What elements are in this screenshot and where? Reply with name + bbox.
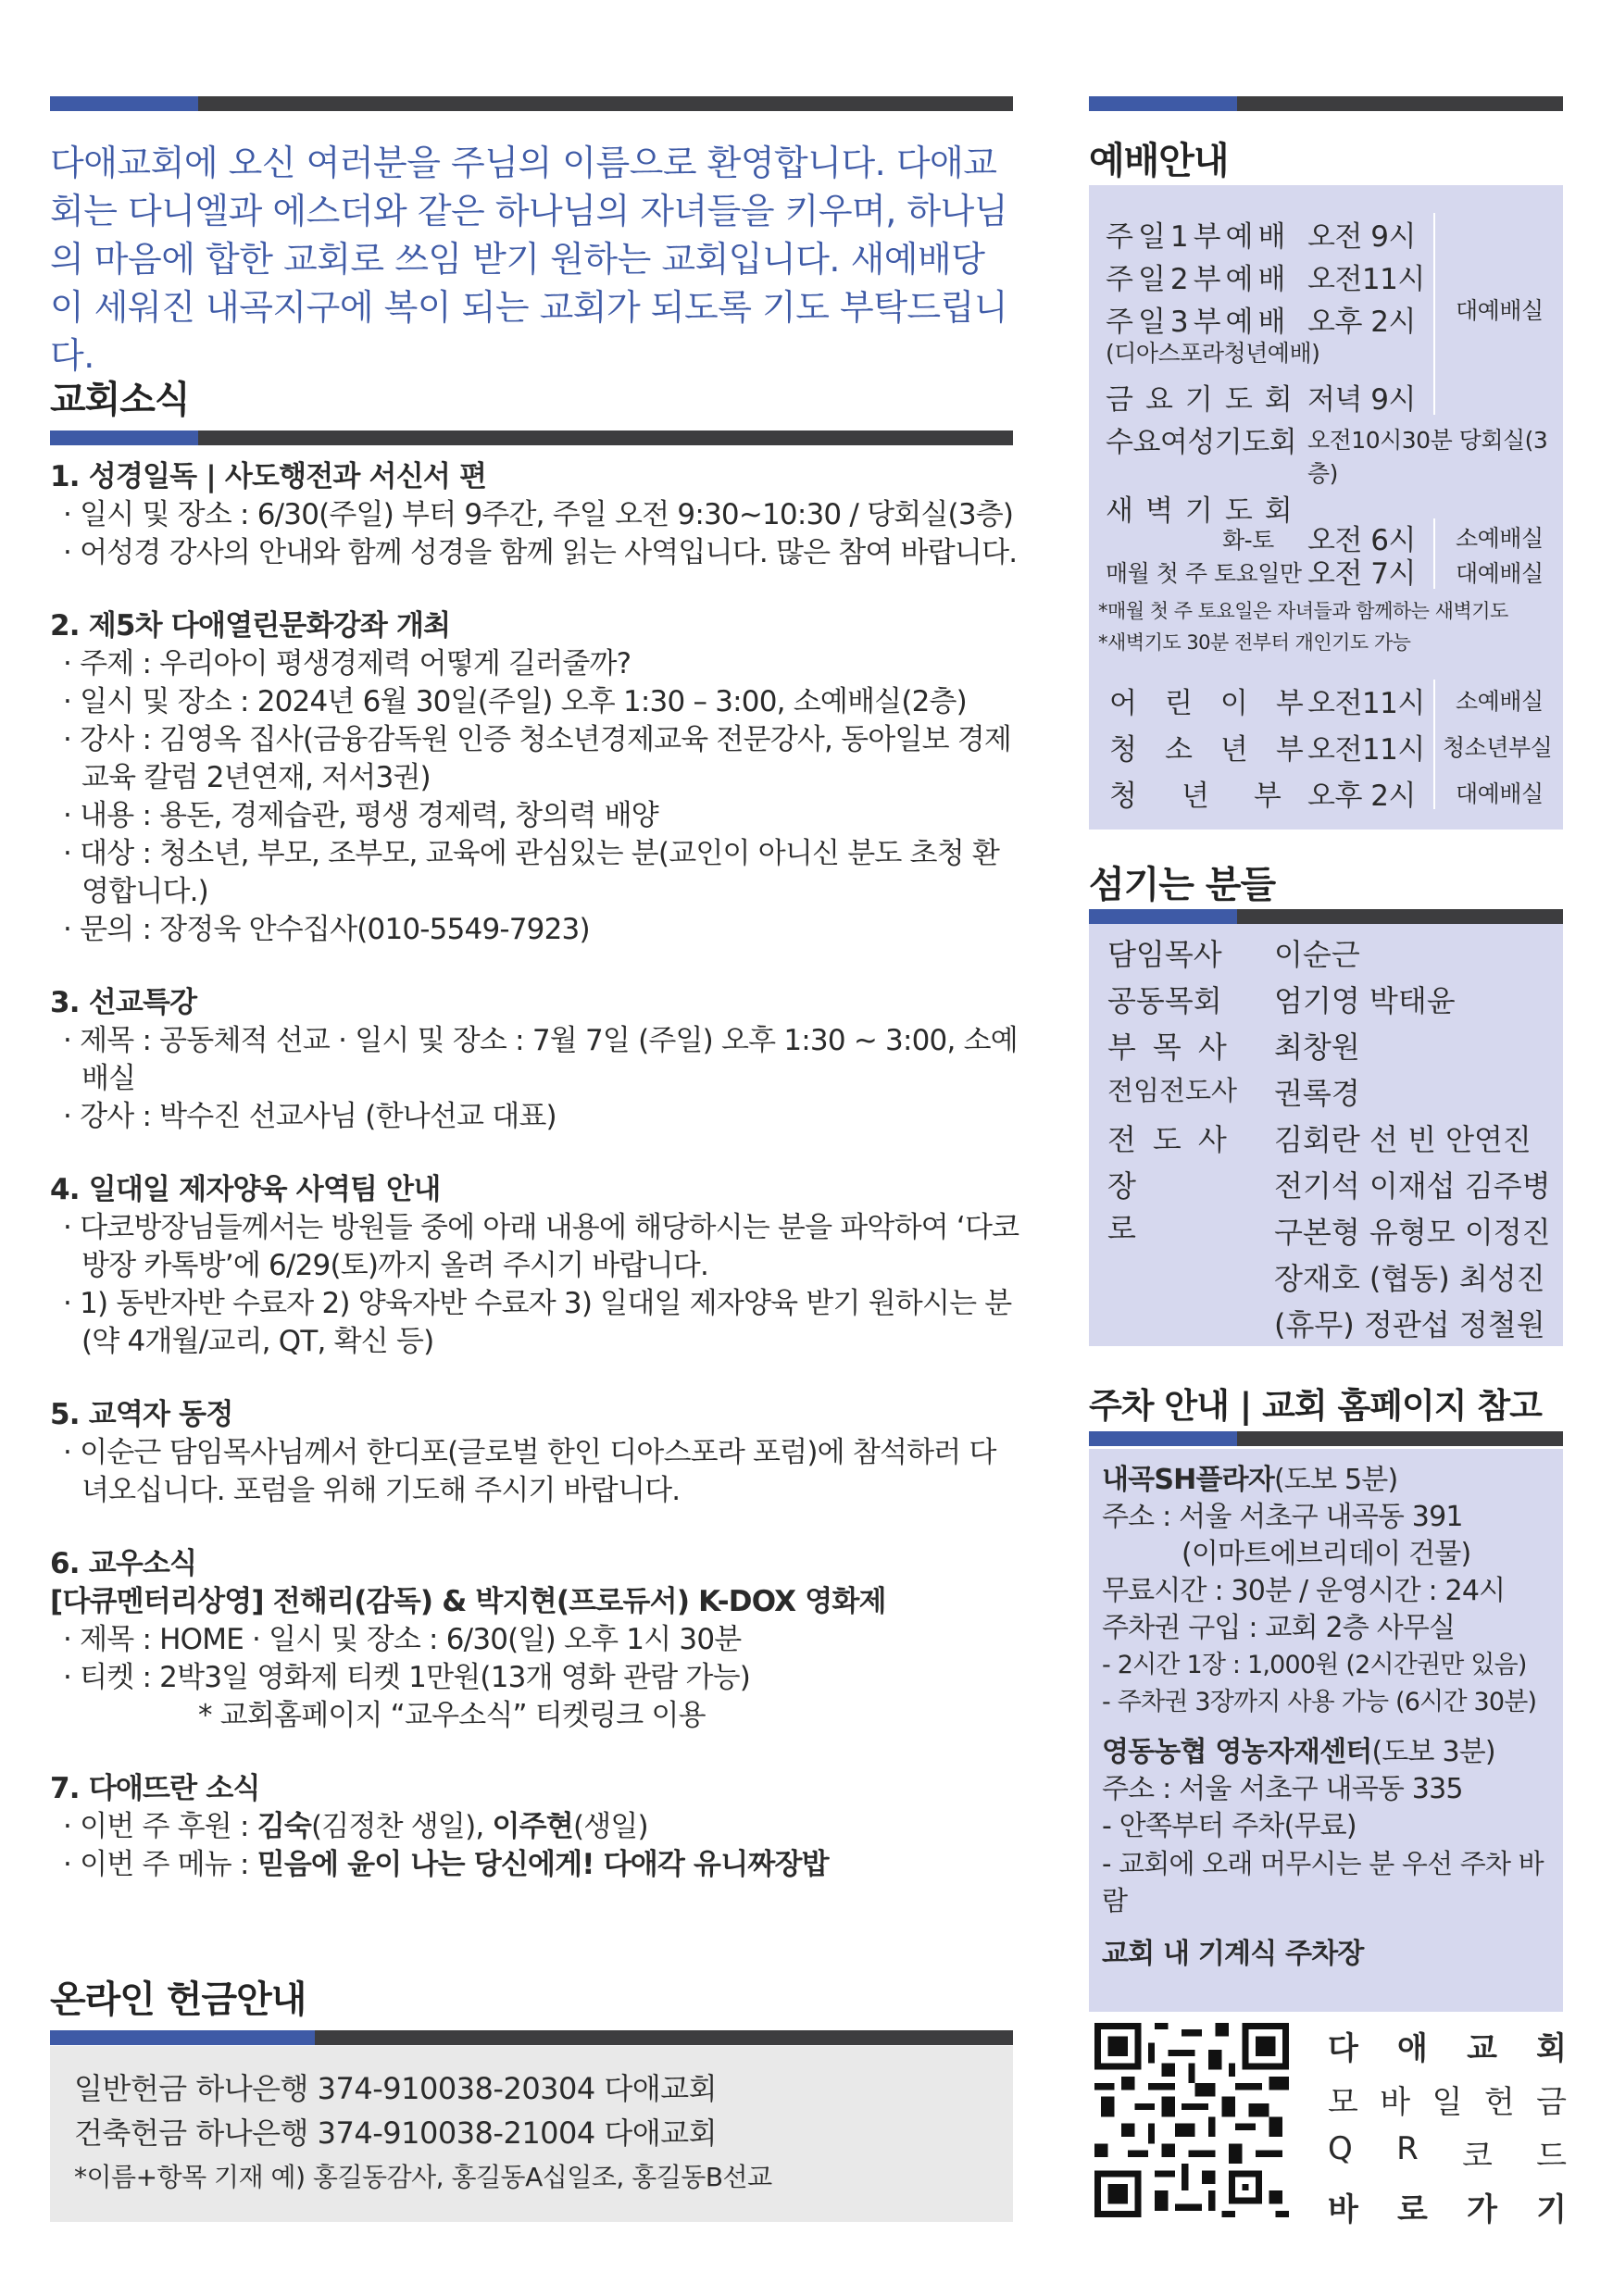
- service-1-time: 오전 9시: [1307, 220, 1416, 254]
- qr-code-icon[interactable]: [1094, 2023, 1289, 2217]
- news-line: · 1) 동반자반 수료자 2) 양육자반 수료자 3) 일대일 제자양육 받기 원하시는 분(약 4개월/교리, QT, 확신 등): [63, 1287, 1012, 1358]
- qr-caption-char: 모: [1328, 2084, 1358, 2121]
- offering-note: *이름+항목 기재 예) 홍길동감사, 홍길동A십일조, 홍길동B선교: [74, 2162, 772, 2192]
- servers-title: 섬기는 분들: [1089, 864, 1276, 906]
- main-place: 대예배실: [1456, 297, 1544, 324]
- young-adult-dept: 청년부: [1109, 780, 1326, 813]
- dawn-a-place: 소예배실: [1456, 525, 1544, 552]
- news-title: 교회소식: [50, 379, 190, 421]
- service-3-sub: (디아스포라청년예배): [1106, 340, 1320, 367]
- server-row: [1107, 931, 1360, 974]
- server-row: [1107, 1070, 1360, 1111]
- kids-dept-place: 소예배실: [1456, 688, 1544, 715]
- sponsor-name: 김숙: [256, 1810, 311, 1843]
- qr-caption-char: 다: [1328, 2030, 1358, 2067]
- news-line: · 일시 및 장소 : 2024년 6월 30일(주일) 오후 1:30 – 3:00, 소예배실(2층): [63, 685, 967, 718]
- parking-1-address: 주소 : 서울 서초구 내곡동 391: [1102, 1501, 1463, 1533]
- news-item-6: [50, 1545, 1022, 1735]
- youth-dept-time: 오전11시: [1307, 733, 1425, 767]
- parking-2-walk: (도보 3분): [1371, 1736, 1495, 1768]
- dawn-b-time: 오전 7시: [1307, 557, 1416, 591]
- parking-1-building: (이마트에브리데이 건물): [1182, 1538, 1471, 1570]
- server-role: 전임전도사: [1107, 1075, 1238, 1106]
- parking-1-walk: (도보 5분): [1274, 1464, 1398, 1496]
- server-row: [1107, 978, 1456, 1020]
- sponsor-line: [50, 1808, 1022, 1846]
- server-row: [1107, 1117, 1532, 1159]
- parking-2-address: 주소 : 서울 서초구 내곡동 335: [1102, 1773, 1463, 1805]
- wednesday-prayer-info: 오전10시30분 당회실(3층): [1307, 427, 1548, 487]
- youth-dept-place: 청소년부실: [1443, 734, 1553, 761]
- news-item-title: 2. 제5차 다애열린문화강좌 개최: [50, 609, 451, 643]
- parking-bar: [1089, 1431, 1563, 1446]
- parking-1-limit: - 주차권 3장까지 사용 가능 (6시간 30분): [1102, 1688, 1537, 1716]
- worship-panel: [1089, 185, 1563, 830]
- parking-panel: [1089, 1449, 1563, 2012]
- top-right-bar: [1089, 96, 1563, 111]
- server-role: 장로: [1107, 1168, 1192, 1246]
- dawn-b-place: 대예배실: [1456, 560, 1544, 587]
- sponsor-note: (김정찬 생일),: [311, 1810, 493, 1843]
- parking-1-heading: [1102, 1462, 1550, 1499]
- servers-panel: [1089, 924, 1563, 1346]
- news-line: · 다코방장님들께서는 방원들 중에 아래 내용에 해당하시는 분을 파악하여 ‘다코방장 카톡방’에 6/29(토)까지 올려 주시기 바랍니다.: [63, 1211, 1019, 1282]
- qr-caption-char: Q: [1328, 2130, 1353, 2167]
- service-3-time: 오후 2시: [1307, 306, 1416, 339]
- qr-caption-char: 회: [1536, 2030, 1567, 2067]
- news-line: · 강사 : 김영옥 집사(금융감독원 인증 청소년경제교육 전문강사, 동아일보 경제교육 칼럼 2년연재, 저서3권): [63, 723, 1012, 794]
- server-names: (휴무) 정관섭 정철원: [1274, 1307, 1545, 1342]
- kids-dept: 어린이부: [1109, 687, 1332, 720]
- qr-caption-char: 기: [1536, 2191, 1567, 2228]
- servers-bar: [1089, 909, 1563, 924]
- qr-caption-line-1: [1328, 2023, 1567, 2068]
- server-names: 권록경: [1274, 1076, 1360, 1111]
- qr-caption-char: 코: [1461, 2138, 1493, 2175]
- top-left-bar: [50, 96, 1013, 111]
- parking-1-time: 무료시간 : 30분 / 운영시간 : 24시: [1102, 1575, 1506, 1607]
- news-item-title: 3. 선교특강: [50, 986, 197, 1019]
- news-item-4: [50, 1171, 1022, 1361]
- server-row: [1107, 1302, 1545, 1342]
- server-names: 장재호 (협동) 최성진: [1274, 1261, 1545, 1296]
- menu-text: 믿음에 윤이 나는 당신에게! 다애각 유니짜장밥: [256, 1848, 829, 1881]
- server-names: 김회란 선 빈 안연진: [1274, 1122, 1532, 1157]
- server-role: 공동목회: [1107, 983, 1222, 1018]
- news-line: · 이순근 담임목사님께서 한디포(글로벌 한인 디아스포라 포럼)에 참석하러 다녀오십니다. 포럼을 위해 기도해 주시기 바랍니다.: [63, 1436, 996, 1507]
- offering-title: 온라인 헌금안내: [50, 1978, 306, 2021]
- dawn-b-label: 매월 첫 주 토요일만: [1106, 560, 1302, 587]
- news-line: · 제목 : 공동체적 선교 · 일시 및 장소 : 7월 7일 (주일) 오후 1:30 ~ 3:00, 소예배실: [63, 1024, 1018, 1095]
- qr-caption-line-3: [1328, 2130, 1567, 2176]
- parking-1-price: - 2시간 1장 : 1,000원 (2시간권만 있음): [1102, 1651, 1527, 1679]
- menu-line: [50, 1846, 1022, 1884]
- qr-caption-char: 금: [1536, 2084, 1567, 2121]
- young-adult-dept-place: 대예배실: [1456, 780, 1544, 807]
- dawn-note-2: *새벽기도 30분 전부터 개인기도 가능: [1098, 631, 1411, 654]
- server-names: 이순근: [1274, 937, 1360, 972]
- news-bar: [50, 430, 1013, 445]
- dawn-a-time: 오전 6시: [1307, 524, 1416, 557]
- news-item-1: [50, 458, 1022, 572]
- qr-caption-char: 바: [1380, 2084, 1411, 2121]
- parking-2-heading: [1102, 1734, 1550, 1771]
- news-line: · 대상 : 청소년, 부모, 조부모, 교육에 관심있는 분(교인이 아니신 분도 초청 환영합니다.): [63, 837, 1000, 908]
- server-role: 부목사: [1107, 1029, 1244, 1065]
- qr-caption-char: 헌: [1483, 2084, 1515, 2121]
- news-line: · 강사 : 박수진 선교사님 (한나선교 대표): [63, 1100, 556, 1133]
- news-item-title: 4. 일대일 제자양육 사역팀 안내: [50, 1173, 441, 1206]
- friday-prayer-time: 저녁 9시: [1307, 383, 1416, 417]
- news-line: · 일시 및 장소 : 6/30(주일) 부터 9주간, 주일 오전 9:30~10:30 / 당회실(3층): [63, 498, 1014, 531]
- kids-dept-time: 오전11시: [1307, 687, 1425, 720]
- friday-prayer: 금요기도회: [1106, 383, 1305, 417]
- sponsor-note: (생일): [572, 1810, 648, 1843]
- parking-2-name: 영동농협 영농자재센터: [1102, 1736, 1372, 1768]
- news-item-5: [50, 1396, 1022, 1510]
- parking-3: 교회 내 기계식 주차장: [1102, 1938, 1364, 1970]
- news-line: · 주제 : 우리아이 평생경제력 어떻게 길러줄까?: [63, 647, 631, 680]
- qr-caption-char: 드: [1536, 2138, 1567, 2175]
- news-item-title: 7. 다애뜨란 소식: [50, 1772, 260, 1805]
- server-row: [1107, 1255, 1545, 1296]
- parking-2-line-1: - 안쪽부터 주차(무료): [1102, 1810, 1357, 1842]
- news-line: · 내용 : 용돈, 경제습관, 평생 경제력, 창의력 배양: [63, 799, 658, 832]
- server-names: 엄기영 박태윤: [1274, 983, 1456, 1018]
- offering-bar: [50, 2030, 1013, 2045]
- news-list: [50, 458, 1022, 1919]
- server-role: 전도사: [1107, 1122, 1244, 1157]
- service-1: 주일1부예배: [1106, 220, 1291, 254]
- news-item-7: [50, 1770, 1022, 1884]
- qr-caption-char: 가: [1467, 2191, 1497, 2228]
- parking-1-buy: 주차권 구입 : 교회 2층 사무실: [1102, 1612, 1456, 1644]
- wednesday-prayer: 수요여성기도회: [1106, 426, 1297, 459]
- young-adult-dept-time: 오후 2시: [1307, 780, 1416, 813]
- server-role: 담임목사: [1107, 937, 1222, 972]
- news-line: · 제목 : HOME · 일시 및 장소 : 6/30(일) 오후 1시 30분: [63, 1623, 742, 1656]
- qr-caption-char: 애: [1397, 2030, 1428, 2067]
- qr-caption-char: 일: [1432, 2084, 1463, 2121]
- menu-label: · 이번 주 메뉴 :: [63, 1848, 257, 1881]
- server-names: 최창원: [1274, 1029, 1360, 1065]
- welcome-intro: 다애교회에 오신 여러분을 주님의 이름으로 환영합니다. 다애교회는 다니엘과 에스더와 같은 하나님의 자녀들을 키우며, 하나님의 마음에 합한 교회로 쓰임 받기 원하는 교회입니다. 새예배당이 세워진 내곡지구에 복이 되는 교회가 되도록 기도 부탁드립니다.: [50, 143, 1008, 376]
- qr-caption-char: 교: [1467, 2030, 1497, 2067]
- dawn-note-1: *매월 첫 주 토요일은 자녀들과 함께하는 새벽기도: [1098, 600, 1508, 622]
- qr-caption-char: 바: [1328, 2191, 1358, 2228]
- server-row: [1107, 1024, 1360, 1067]
- youth-dept: 청소년부: [1109, 733, 1332, 767]
- dawn-a-label: 화-토: [1222, 527, 1274, 554]
- parking-1-name: 내곡SH플라자: [1102, 1464, 1275, 1496]
- news-line: · 어성경 강사의 안내와 함께 성경을 함께 읽는 사역입니다. 많은 참여 바랍니다.: [63, 536, 1018, 569]
- parking-2-line-2: - 교회에 오래 머무시는 분 우선 주차 바람: [1102, 1848, 1544, 1916]
- news-item-3: [50, 984, 1022, 1136]
- parking-title: 주차 안내 | 교회 홈페이지 참고: [1089, 1386, 1542, 1426]
- offering-line-general: 일반헌금 하나은행 374-910038-20304 다애교회: [74, 2071, 718, 2106]
- server-names: 전기석 이재섭 김주병: [1274, 1168, 1551, 1204]
- news-item-title: 5. 교역자 동정: [50, 1398, 233, 1431]
- qr-caption-line-4: [1328, 2184, 1567, 2229]
- server-names: 구본형 유형모 이정진: [1274, 1215, 1551, 1250]
- news-item-subtitle: [다큐멘터리상영] 전해리(감독) & 박지현(프로듀서) K-DOX 영화제: [50, 1585, 886, 1618]
- qr-caption-line-2: [1328, 2077, 1567, 2122]
- qr-caption-char: 로: [1397, 2191, 1428, 2228]
- news-item-title: 1. 성경일독 | 사도행전과 서신서 편: [50, 460, 487, 493]
- worship-title: 예배안내: [1089, 140, 1229, 182]
- service-3: 주일3부예배: [1106, 306, 1291, 339]
- qr-caption-char: R: [1396, 2130, 1419, 2167]
- server-row: [1107, 1209, 1551, 1250]
- news-line: * 교회홈페이지 “교우소식” 티켓링크 이용: [198, 1699, 706, 1732]
- news-line: · 티켓 : 2박3일 영화제 티켓 1만원(13개 영화 관람 가능): [63, 1661, 751, 1694]
- sponsor-name: 이주현: [492, 1810, 573, 1843]
- dawn-prayer: 새벽기도회: [1106, 494, 1305, 528]
- news-item-2: [50, 607, 1022, 949]
- sponsor-label: · 이번 주 후원 :: [63, 1810, 257, 1843]
- news-item-title: 6. 교우소식: [50, 1547, 197, 1580]
- offering-box: [50, 2046, 1013, 2222]
- news-line: · 문의 : 장정욱 안수집사(010-5549-7923): [63, 913, 590, 946]
- service-2-time: 오전11시: [1307, 263, 1425, 296]
- service-2: 주일2부예배: [1106, 263, 1291, 296]
- offering-line-building: 건축헌금 하나은행 374-910038-21004 다애교회: [74, 2115, 718, 2151]
